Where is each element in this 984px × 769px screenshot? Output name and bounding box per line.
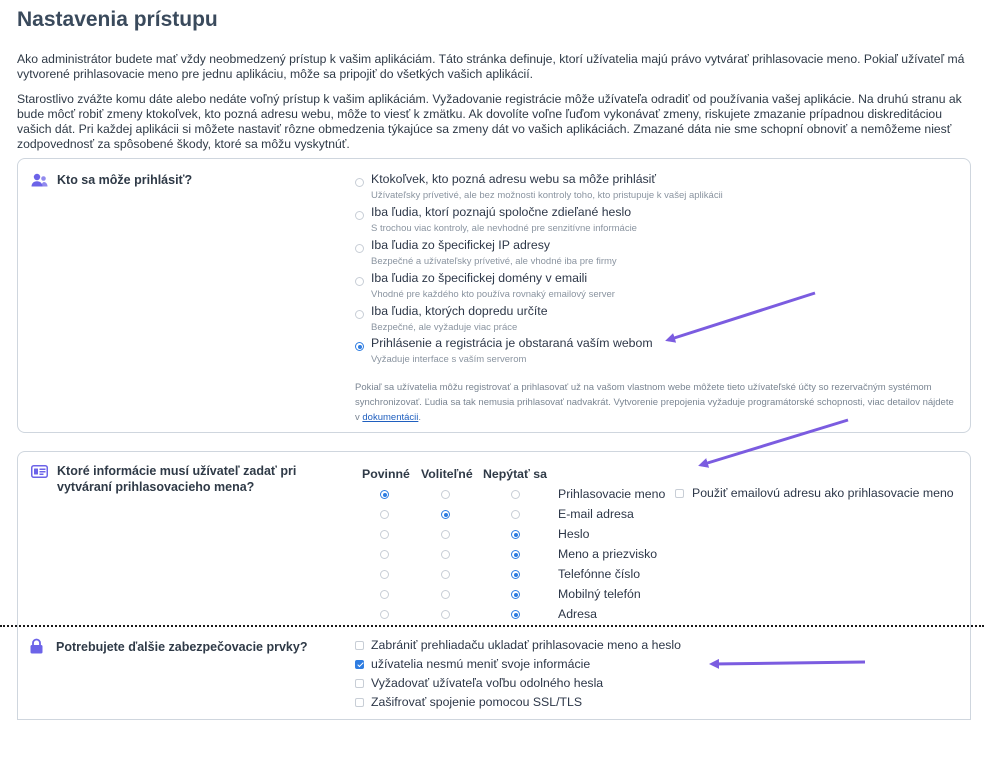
lock-icon (28, 637, 45, 654)
radio-button[interactable] (355, 244, 364, 253)
radio-optional[interactable] (441, 570, 450, 579)
field-label: Meno a priezvisko (558, 547, 658, 561)
field-label: Prihlasovacie meno (558, 487, 666, 501)
security-option-prevent-save[interactable] (355, 638, 681, 652)
security-option-no-edit[interactable] (355, 657, 590, 671)
field-label: Adresa (558, 607, 597, 621)
column-header-optional: Voliteľné (421, 467, 473, 481)
security-option-ssl[interactable] (355, 695, 582, 709)
option-label: Vyžadovať užívateľa voľbu odolného hesla (371, 676, 604, 690)
radio-button-selected[interactable] (355, 342, 364, 351)
radio-button[interactable] (355, 211, 364, 220)
login-section-title: Kto sa môže prihlásiť? (57, 173, 193, 187)
field-row (18, 526, 972, 546)
option-label: užívatelia nesmú meniť svoje informácie (371, 657, 591, 671)
radio-required[interactable] (380, 590, 389, 599)
radio-required[interactable] (380, 490, 389, 499)
radio-button[interactable] (355, 178, 364, 187)
security-section-header (56, 639, 307, 655)
login-sync-note (355, 380, 955, 425)
field-label: Telefónne číslo (558, 567, 641, 581)
radio-required[interactable] (380, 610, 389, 619)
checkbox[interactable] (355, 698, 364, 707)
radio-optional[interactable] (441, 590, 450, 599)
radio-required[interactable] (380, 510, 389, 519)
column-header-dont-ask: Nepýtať sa (483, 467, 547, 481)
option-label: Iba ľudia, ktorí poznajú spoločne zdieľané heslo (371, 205, 632, 219)
security-panel (17, 630, 971, 720)
field-row (18, 606, 972, 626)
checkbox[interactable] (355, 679, 364, 688)
option-label: Iba ľudia zo špecifickej IP adresy (371, 238, 551, 252)
note-end: . (418, 412, 422, 423)
login-access-panel (17, 158, 971, 433)
option-label: Zašifrovať spojenie pomocou SSL/TLS (371, 695, 583, 709)
radio-dont-ask[interactable] (511, 490, 520, 499)
option-description: S trochou viac kontroly, ale nevhodné pre senzitívne informácie (371, 223, 637, 234)
field-row (18, 506, 972, 526)
option-label: Zabrániť prehliadaču ukladať prihlasovacie meno a heslo (371, 638, 681, 652)
field-label: E-mail adresa (558, 507, 634, 521)
crop-divider (0, 625, 984, 627)
checkbox[interactable] (355, 641, 364, 650)
option-description: Bezpečné, ale vyžaduje viac práce (371, 322, 518, 333)
option-label: Ktokoľvek, kto pozná adresu webu sa môže prihlásiť (371, 172, 657, 186)
radio-optional[interactable] (441, 610, 450, 619)
email-as-login-label: Použiť emailovú adresu ako prihlasovacie meno (692, 486, 954, 500)
option-label: Iba ľudia zo špecifickej domény v emaili (371, 271, 588, 285)
field-row (18, 546, 972, 566)
radio-dont-ask[interactable] (511, 530, 520, 539)
radio-required[interactable] (380, 550, 389, 559)
checkbox-checked[interactable] (355, 660, 364, 669)
documentation-link[interactable]: dokumentácii (362, 412, 419, 423)
option-label: Prihlásenie a registrácia je obstaraná vaším webom (371, 336, 653, 350)
info-section-title: Ktoré informácie musí užívateľ zadať pri vytváraní prihlasovacieho mena? (57, 464, 297, 494)
radio-required[interactable] (380, 570, 389, 579)
radio-optional[interactable] (441, 510, 450, 519)
radio-button[interactable] (355, 277, 364, 286)
radio-dont-ask[interactable] (511, 570, 520, 579)
field-row (18, 586, 972, 606)
field-row (18, 566, 972, 586)
radio-dont-ask[interactable] (511, 590, 520, 599)
radio-dont-ask[interactable] (511, 610, 520, 619)
radio-dont-ask[interactable] (511, 510, 520, 519)
radio-button[interactable] (355, 310, 364, 319)
id-card-icon (31, 463, 48, 480)
option-description: Vyžaduje interface s vaším serverom (371, 354, 527, 365)
page-title: Nastavenia prístupu (17, 8, 218, 31)
option-label: Iba ľudia, ktorých dopredu určíte (371, 304, 548, 318)
column-header-required: Povinné (362, 467, 410, 481)
radio-optional[interactable] (441, 490, 450, 499)
field-label: Mobilný telefón (558, 587, 641, 601)
users-icon (31, 172, 48, 189)
radio-dont-ask[interactable] (511, 550, 520, 559)
required-info-panel (17, 451, 971, 631)
radio-optional[interactable] (441, 530, 450, 539)
option-description: Užívateľsky prívetivé, ale bez možnosti kontroly toho, kto pristupuje k vašej aplikácii (371, 190, 723, 201)
security-section-title: Potrebujete ďalšie zabezpečovacie prvky? (56, 640, 308, 654)
field-label: Heslo (558, 527, 590, 541)
intro-paragraph-warning: Starostlivo zvážte komu dáte alebo nedáte voľný prístup k vašim aplikáciám. Vyžadovanie registrácie môže užívateľa odradiť od používania vašej aplikácie. Na druhú stranu ak bude môcť robiť zmeny ktokoľvek, kto pozná adresu webu, môže to viesť k zmätku. Ak dovolíte voľne ľuďom vykonávať zmeny, riskujete zmazanie prípadnou diskreditáciou vašich dát. Pri každej aplikácii si môžete nastaviť rôzne obmedzenia týkajúce sa zmeny dát vo vašich aplikáciách. Zmazané dáta nie sme schopní obnoviť a nemôžeme niesť zodpovednosť za spôsobené škody, ktoré sa môžu vyskytnúť. (17, 92, 962, 151)
option-description: Vhodné pre každého kto používa rovnaký emailový server (371, 289, 615, 300)
security-option-strong-password[interactable] (355, 676, 603, 690)
email-as-login-option[interactable] (675, 486, 954, 500)
note-text: Pokiaľ sa užívatelia môžu registrovať a prihlasovať už na vašom vlastnom webe môžete tieto užívateľské účty so rezervačným systémom synchronizovať. Ľudia sa tak nemusia prihlasovať nadvakrát. Vytvorenie prepojenia vyžaduje programátorské schopnosti, viac detailov nájdete v (355, 382, 954, 423)
intro-paragraph: Ako administrátor budete mať vždy neobmedzený prístup k vašim aplikáciám. Táto stránka definuje, ktorí užívatelia majú právo vytvárať prihlasovacie meno. Pokiaľ užívateľ má vytvorené prihlasovacie meno pre jednu aplikáciu, môže sa pripojiť do všetkých vašich aplikácií. (17, 52, 965, 81)
login-section-header (31, 172, 192, 189)
radio-optional[interactable] (441, 550, 450, 559)
radio-required[interactable] (380, 530, 389, 539)
checkbox[interactable] (675, 489, 684, 498)
option-description: Bezpečné a užívateľsky prívetivé, ale vhodné iba pre firmy (371, 256, 617, 267)
